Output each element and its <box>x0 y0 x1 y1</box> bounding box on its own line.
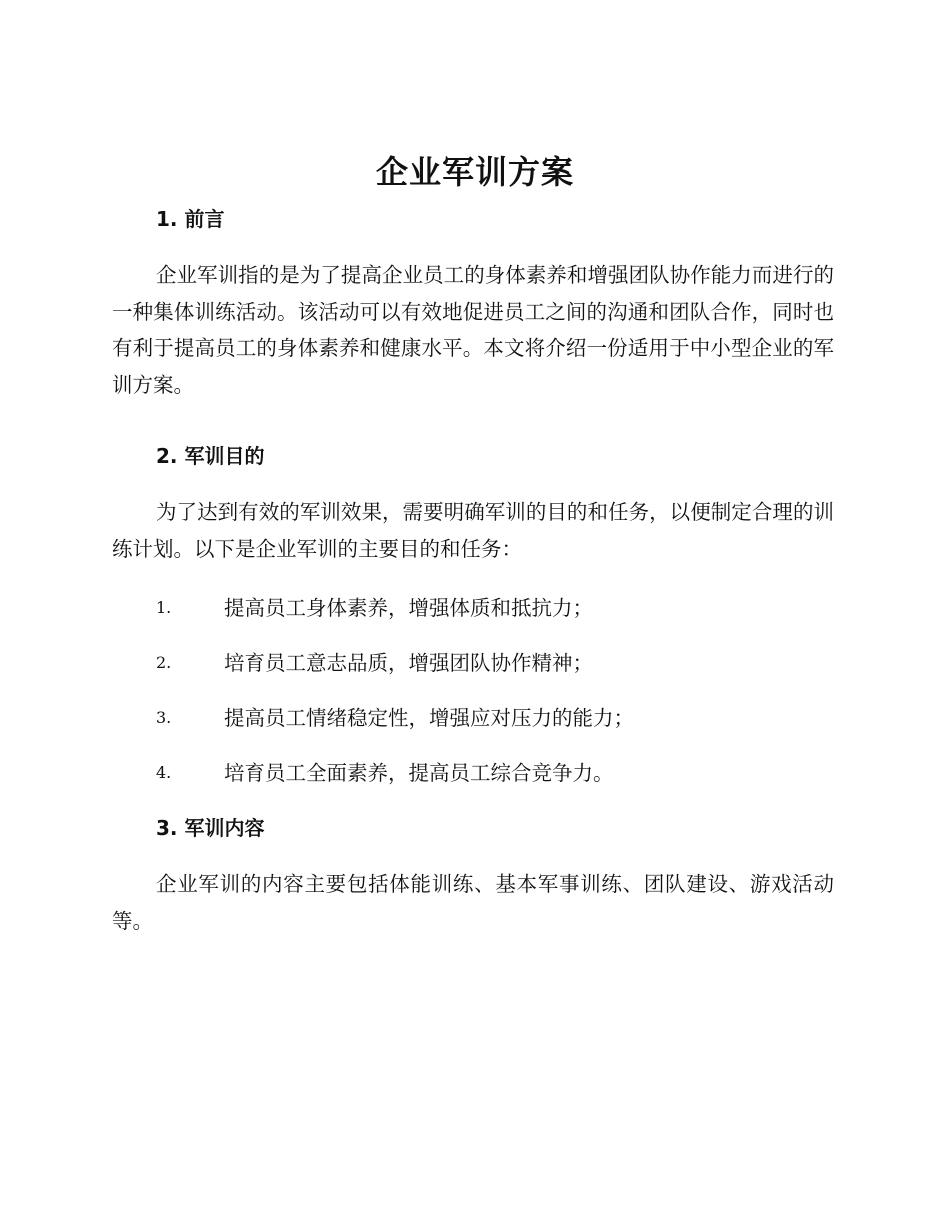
section-heading-preface: 1. 前言 <box>156 207 225 231</box>
list-item <box>156 703 836 733</box>
list-item-number: 1. <box>156 598 172 617</box>
list-item <box>156 593 836 623</box>
list-item-text: 提高员工身体素养，增强体质和抵抗力； <box>224 596 593 620</box>
section-heading-purpose: 2. 军训目的 <box>156 444 265 468</box>
list-item-number: 4. <box>156 763 172 782</box>
section-paragraph-purpose: 为了达到有效的军训效果，需要明确军训的目的和任务，以便制定合理的训练计划。以下是企业军训的主要目的和任务： <box>112 500 834 561</box>
section-paragraph-preface: 企业军训指的是为了提高企业员工的身体素养和增强团队协作能力而进行的一种集体训练活动。该活动可以有效地促进员工之间的沟通和团队合作，同时也有利于提高员工的身体素养和健康水平。本文将介绍一份适用于中小型企业的军训方案。 <box>112 263 834 397</box>
list-item-text: 提高员工情绪稳定性，增强应对压力的能力； <box>224 706 634 730</box>
document-title: 企业军训方案 <box>375 153 574 191</box>
section-paragraph-content: 企业军训的内容主要包括体能训练、基本军事训练、团队建设、游戏活动等。 <box>112 872 834 933</box>
list-item-text: 培育员工意志品质，增强团队协作精神； <box>224 651 593 675</box>
list-item-number: 3. <box>156 708 172 727</box>
section-heading-content: 3. 军训内容 <box>156 816 265 840</box>
list-item-number: 2. <box>156 653 172 672</box>
list-item <box>156 758 836 788</box>
list-item-text: 培育员工全面素养，提高员工综合竞争力。 <box>224 761 614 785</box>
list-item <box>156 648 836 678</box>
